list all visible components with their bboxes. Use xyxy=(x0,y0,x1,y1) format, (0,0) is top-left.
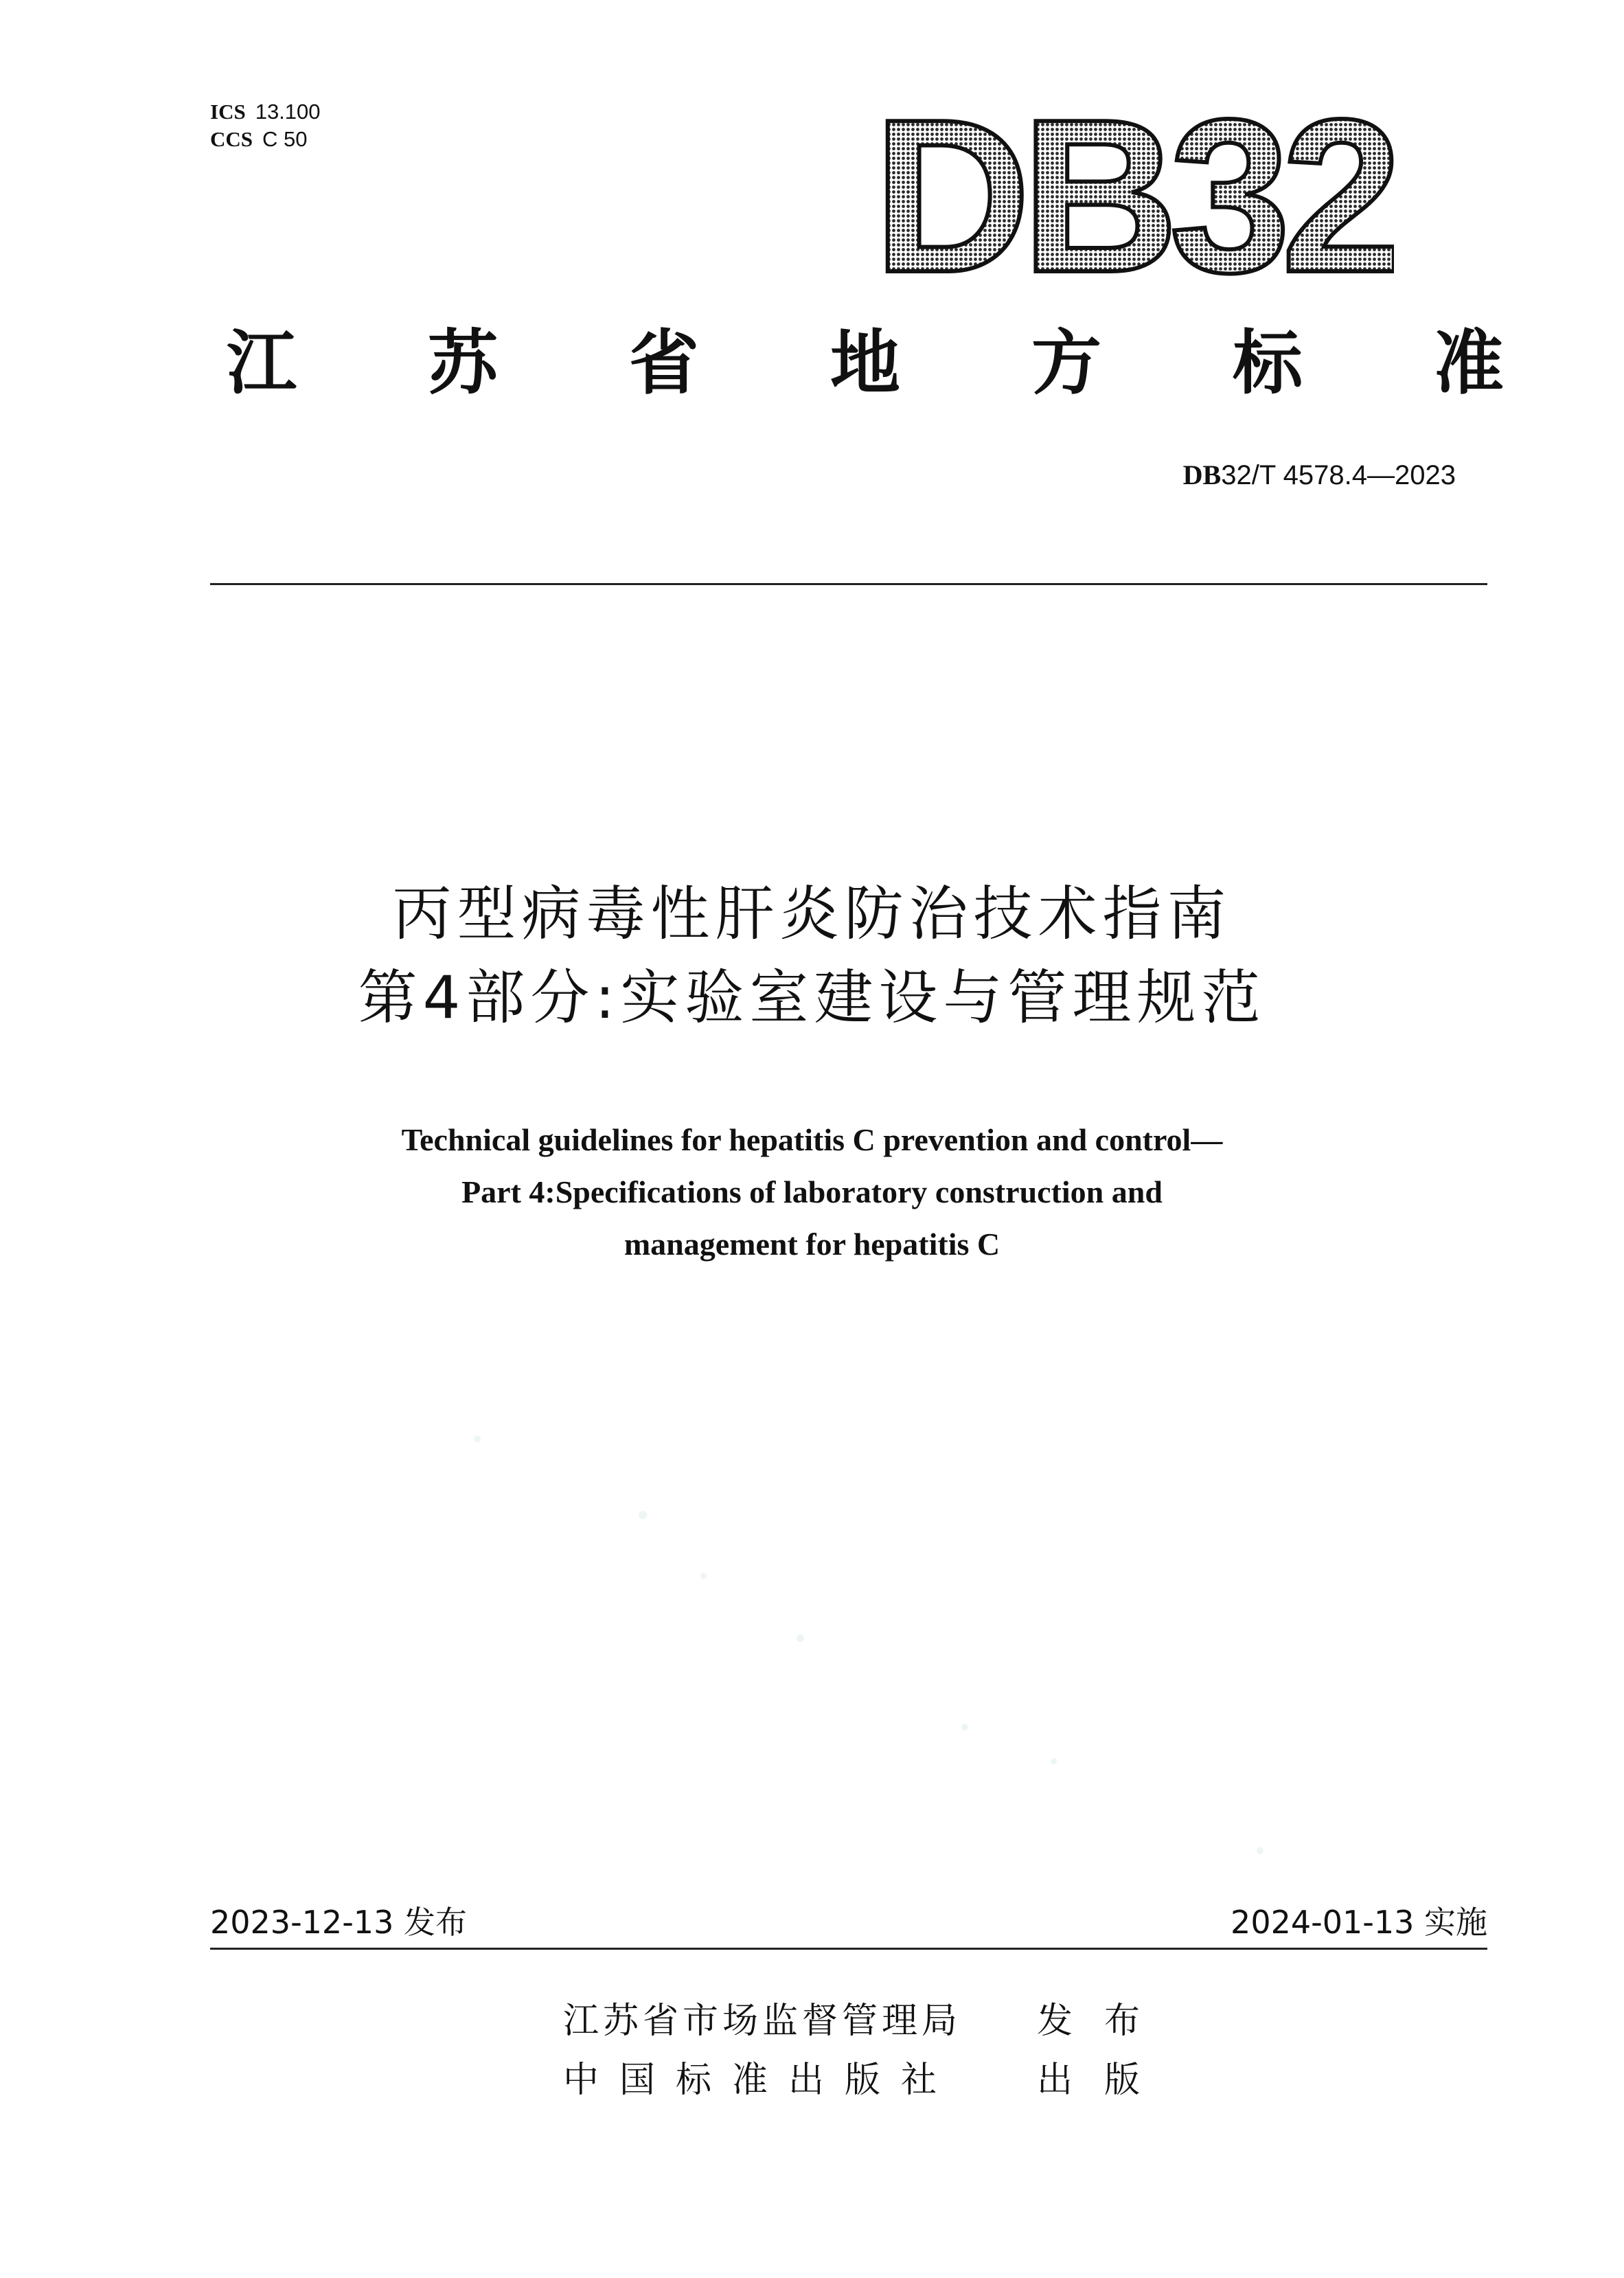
standard-type-heading xyxy=(227,323,1504,405)
bottom-divider xyxy=(210,1948,1487,1950)
chinese-title xyxy=(0,872,1624,1040)
issuer-name: 江苏省市场监督管理局 xyxy=(563,2001,962,2042)
standard-type-char: 标 xyxy=(1233,323,1303,405)
scan-speckle xyxy=(700,1573,707,1579)
standard-type-char: 地 xyxy=(830,323,900,405)
scan-speckle xyxy=(961,1724,968,1731)
standard-type-char: 苏 xyxy=(428,323,498,405)
publisher-row xyxy=(563,2051,1171,2110)
issuer-action: 发布 xyxy=(1037,2001,1172,2042)
classification-codes xyxy=(210,98,321,153)
issue-date: 2023-12-13 发布 xyxy=(210,1904,467,1941)
top-divider xyxy=(210,583,1487,585)
db32-logo-text: DB32 xyxy=(873,103,1393,282)
standard-type-char: 准 xyxy=(1434,323,1504,405)
db32-logo xyxy=(872,103,1394,282)
publisher-action: 出版 xyxy=(1037,2060,1172,2101)
standard-number-rest: 32/T 4578.4—2023 xyxy=(1221,460,1456,490)
ics-value: 13.100 xyxy=(255,100,321,124)
standard-type-char: 江 xyxy=(227,323,297,405)
scan-speckle xyxy=(1257,1847,1263,1854)
scan-speckle xyxy=(474,1435,481,1442)
english-title-line-3: management for hepatitis C xyxy=(624,1227,1000,1262)
standard-number xyxy=(1183,459,1456,492)
issuer-row xyxy=(563,1992,1171,2051)
english-title-line-1: Technical guidelines for hepatitis C prevention and control— xyxy=(401,1122,1223,1157)
implementation-date: 2024-01-13 实施 xyxy=(1231,1904,1487,1941)
ics-label: ICS xyxy=(210,100,246,124)
ics-row xyxy=(210,98,321,126)
publisher-name: 中国标准出版社 xyxy=(563,2060,958,2101)
english-title-line-2: Part 4:Specifications of laboratory construction and xyxy=(461,1174,1163,1209)
publishers-block xyxy=(563,1992,1171,2110)
chinese-title-line-2: 第4部分:实验室建设与管理规范 xyxy=(358,964,1266,1032)
ccs-row xyxy=(210,126,321,153)
standard-type-char: 省 xyxy=(629,323,699,405)
scan-speckle xyxy=(797,1635,804,1642)
ccs-label: CCS xyxy=(210,127,253,151)
ccs-value: C 50 xyxy=(262,127,308,151)
scan-speckle xyxy=(1051,1758,1057,1764)
english-title xyxy=(0,1114,1624,1271)
standard-type-char: 方 xyxy=(1031,323,1101,405)
chinese-title-line-1: 丙型病毒性肝炎防治技术指南 xyxy=(392,880,1232,948)
standard-number-prefix: DB xyxy=(1182,459,1222,490)
scan-speckle xyxy=(639,1511,647,1519)
